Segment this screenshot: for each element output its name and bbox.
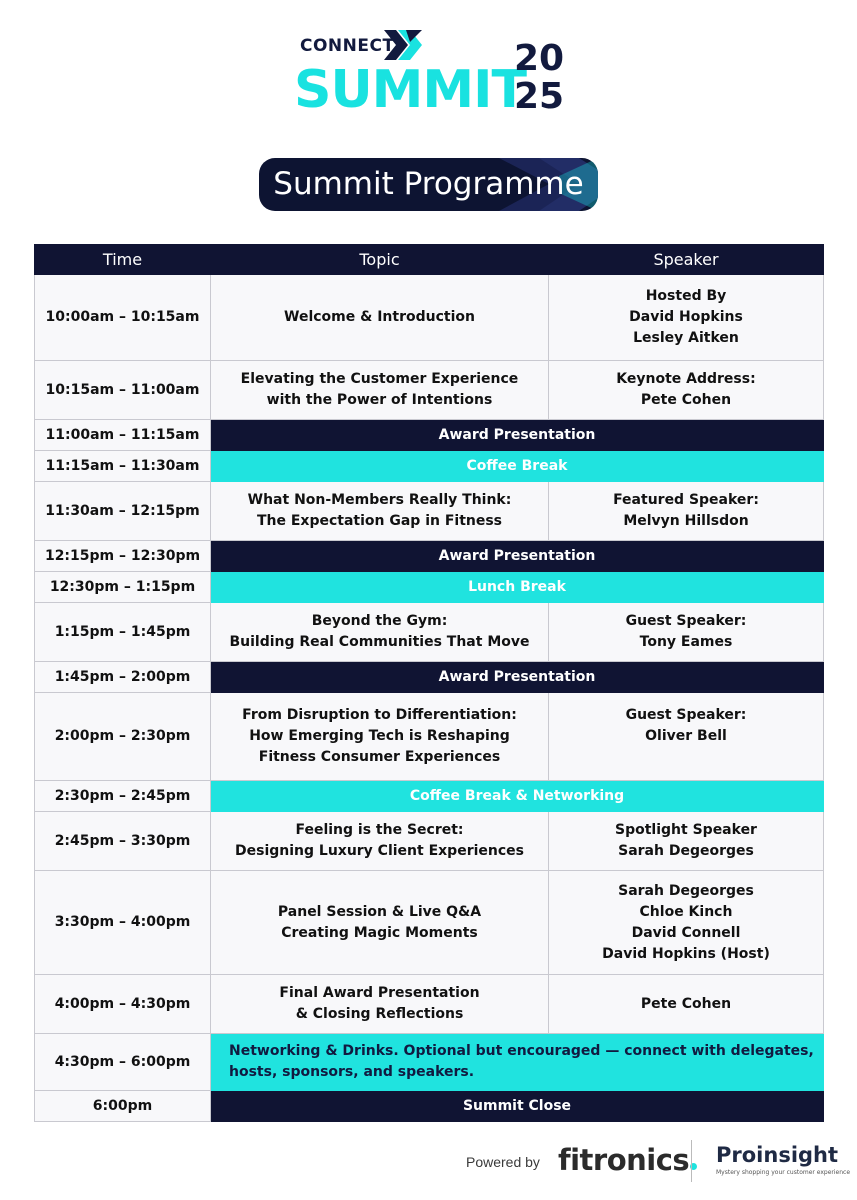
row-topic: [211, 603, 549, 662]
row-time: 11:00am – 11:15am: [35, 420, 211, 451]
table-row: [35, 451, 824, 482]
topic-line: From Disruption to Differentiation:: [242, 707, 517, 723]
row-speaker: [549, 693, 824, 781]
row-speaker: [549, 603, 824, 662]
row-span-award: Award Presentation: [211, 662, 824, 693]
row-time: 10:15am – 11:00am: [35, 361, 211, 420]
speaker-line: Tony Eames: [639, 634, 733, 650]
table-row: [35, 781, 824, 812]
topic-line: Panel Session & Live Q&A: [277, 903, 482, 920]
proinsight-logo: Proinsight: [716, 1143, 839, 1167]
row-time: 1:15pm – 1:45pm: [35, 603, 211, 662]
table-header-row: [35, 245, 824, 275]
row-time: 3:30pm – 4:00pm: [35, 871, 211, 975]
logo-year-top: 20: [514, 38, 565, 79]
topic-line: Designing Luxury Client Experiences: [235, 843, 524, 859]
speaker-line: Pete Cohen: [640, 995, 732, 1012]
topic-line: Creating Magic Moments: [281, 924, 478, 941]
row-span-break: Coffee Break: [211, 451, 824, 482]
speaker-line: Melvyn Hillsdon: [623, 513, 749, 529]
row-topic: [211, 871, 549, 975]
table-row: [35, 420, 824, 451]
row-speaker: [549, 975, 824, 1034]
speaker-line: Pete Cohen: [640, 392, 732, 408]
table-row: [35, 275, 824, 361]
speaker-line: Guest Speaker:: [625, 707, 747, 723]
table-row: [35, 482, 824, 541]
logo-summit-text: SUMMIT: [294, 60, 526, 120]
speaker-line: Sarah Degeorges: [618, 882, 754, 899]
topic-line: Welcome & Introduction: [284, 309, 475, 325]
speaker-line: Oliver Bell: [645, 728, 727, 744]
speaker-line: Hosted By: [645, 288, 727, 304]
table-row: [35, 361, 824, 420]
table-row: [35, 693, 824, 781]
table-row: [35, 812, 824, 871]
topic-line: Building Real Communities That Move: [229, 634, 530, 650]
header-speaker: Speaker: [549, 245, 824, 275]
topic-line: with the Power of Intentions: [266, 392, 493, 408]
row-time: 2:45pm – 3:30pm: [35, 812, 211, 871]
logo-year-bottom: 25: [514, 76, 565, 117]
table-row: [35, 572, 824, 603]
row-speaker: [549, 871, 824, 975]
topic-line: How Emerging Tech is Reshaping: [249, 728, 510, 744]
header-topic: Topic: [211, 245, 549, 275]
row-time: 11:30am – 12:15pm: [35, 482, 211, 541]
row-topic: [211, 482, 549, 541]
speaker-line: David Hopkins: [629, 309, 743, 325]
table-row: [35, 1091, 824, 1122]
powered-by-label: Powered by: [466, 1154, 540, 1170]
row-time: 2:30pm – 2:45pm: [35, 781, 211, 812]
speaker-line: David Connell: [631, 924, 741, 941]
speaker-line: Lesley Aitken: [633, 330, 739, 346]
table-row: [35, 603, 824, 662]
topic-line: Fitness Consumer Experiences: [258, 749, 501, 765]
topic-line: Elevating the Customer Experience: [240, 371, 519, 387]
row-speaker: [549, 482, 824, 541]
row-topic: [211, 275, 549, 361]
row-span-networking: Networking & Drinks. Optional but encouraged — connect with delegates, hosts, sponsors, and speakers.: [211, 1034, 824, 1091]
row-time: 11:15am – 11:30am: [35, 451, 211, 482]
row-span-award: Award Presentation: [211, 541, 824, 572]
row-time: 10:00am – 10:15am: [35, 275, 211, 361]
row-speaker: [549, 812, 824, 871]
speaker-line: David Hopkins (Host): [602, 945, 770, 962]
row-time: 1:45pm – 2:00pm: [35, 662, 211, 693]
row-span-break: Lunch Break: [211, 572, 824, 603]
proinsight-tagline: Mystery shopping your customer experience: [716, 1169, 851, 1176]
row-time: 6:00pm: [35, 1091, 211, 1122]
speaker-line: Sarah Degeorges: [618, 843, 754, 859]
row-speaker: [549, 275, 824, 361]
logo-connect-text: CONNECT: [300, 36, 395, 56]
row-time: 2:00pm – 2:30pm: [35, 693, 211, 781]
table-row: [35, 975, 824, 1034]
header-time: Time: [35, 245, 211, 275]
fitronics-logo: [558, 1143, 697, 1177]
row-topic: [211, 693, 549, 781]
topic-line: Feeling is the Secret:: [295, 822, 464, 838]
row-span-break: Coffee Break & Networking: [211, 781, 824, 812]
schedule-table: [34, 244, 824, 1122]
topic-line: Beyond the Gym:: [311, 613, 448, 629]
header: [0, 0, 857, 230]
row-topic: [211, 975, 549, 1034]
programme-banner: [259, 158, 598, 211]
table-row: [35, 1034, 824, 1091]
row-time: 4:00pm – 4:30pm: [35, 975, 211, 1034]
speaker-spacer: [555, 747, 817, 768]
speaker-line: Spotlight Speaker: [615, 822, 757, 838]
row-time: 4:30pm – 6:00pm: [35, 1034, 211, 1091]
row-topic: [211, 361, 549, 420]
speaker-line: Featured Speaker:: [613, 492, 759, 508]
row-topic: [211, 812, 549, 871]
speaker-line: Guest Speaker:: [625, 613, 747, 629]
table-row: [35, 662, 824, 693]
logo-year: [514, 38, 565, 117]
row-time: 12:30pm – 1:15pm: [35, 572, 211, 603]
row-span-award: Award Presentation: [211, 420, 824, 451]
table-row: [35, 871, 824, 975]
programme-title: Summit Programme: [273, 166, 584, 202]
row-span-close: Summit Close: [211, 1091, 824, 1122]
speaker-line: Keynote Address:: [616, 371, 756, 387]
row-time: 12:15pm – 12:30pm: [35, 541, 211, 572]
footer-divider: [691, 1140, 692, 1182]
topic-line: Final Award Presentation: [279, 985, 480, 1001]
topic-line: The Expectation Gap in Fitness: [256, 513, 503, 529]
fitronics-logo-text: fitronics: [558, 1143, 690, 1177]
logo-x-icon: [382, 30, 424, 60]
row-speaker: [549, 361, 824, 420]
topic-line: & Closing Reflections: [295, 1006, 464, 1022]
speaker-line: Chloe Kinch: [639, 903, 733, 920]
topic-line: What Non-Members Really Think:: [247, 492, 512, 508]
table-row: [35, 541, 824, 572]
